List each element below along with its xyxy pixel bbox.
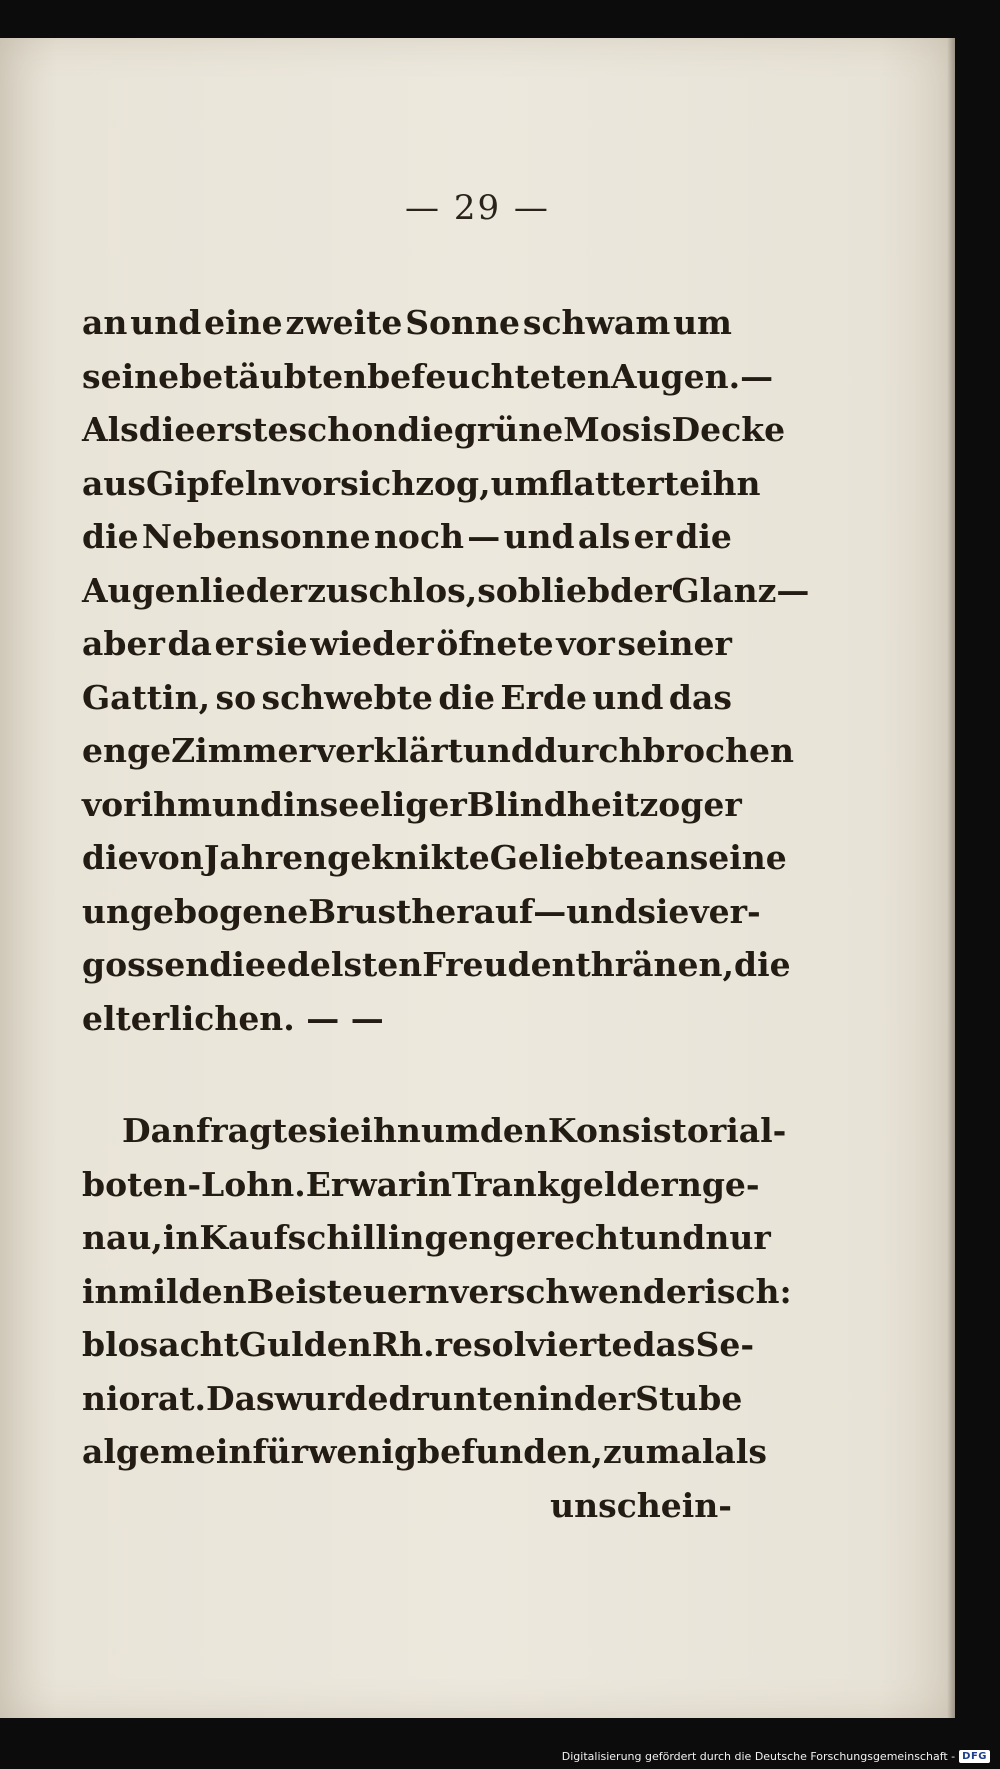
word: verklärt bbox=[315, 731, 463, 770]
word: Kaufschillingen bbox=[199, 1218, 493, 1257]
word: gerecht bbox=[492, 1218, 635, 1257]
word: Sonne bbox=[405, 303, 521, 342]
word: das bbox=[668, 677, 732, 717]
word: Augenlieder bbox=[82, 570, 308, 610]
word: wurde bbox=[274, 1378, 389, 1418]
word: an bbox=[644, 838, 690, 877]
word: und bbox=[462, 731, 534, 770]
word: das bbox=[632, 1325, 696, 1364]
word: Gipfeln bbox=[145, 463, 282, 503]
page-number: — 29 — bbox=[405, 188, 550, 228]
word: — bbox=[740, 356, 774, 396]
word: ver- bbox=[689, 891, 761, 931]
word: er bbox=[214, 624, 253, 663]
digitization-footer bbox=[562, 1750, 990, 1763]
word: und bbox=[592, 677, 664, 717]
word: aber bbox=[82, 624, 165, 663]
word: zuschlos, bbox=[307, 570, 478, 610]
word: Zimmer bbox=[171, 731, 316, 770]
word: öfnete bbox=[436, 624, 554, 663]
word: boten-Lohn. bbox=[82, 1164, 306, 1204]
word: milden bbox=[118, 1271, 247, 1311]
word: und bbox=[503, 517, 575, 556]
word: Beisteuern bbox=[246, 1271, 450, 1311]
word: Glanz bbox=[671, 570, 777, 610]
word: der bbox=[610, 570, 672, 610]
word: schwam bbox=[522, 303, 671, 342]
word: Erde bbox=[500, 677, 587, 717]
word: vor bbox=[556, 624, 615, 663]
text-line bbox=[82, 938, 791, 992]
text-line bbox=[82, 510, 732, 564]
word: als bbox=[577, 517, 631, 556]
word: ungebogene bbox=[82, 891, 309, 931]
word: algemein bbox=[82, 1432, 253, 1471]
text-line bbox=[82, 1318, 755, 1372]
page-edge-shadow bbox=[947, 38, 955, 1718]
word: noch bbox=[373, 517, 465, 556]
dfg-logo-icon: DFG bbox=[959, 1750, 990, 1763]
word: so bbox=[477, 570, 518, 610]
text-line bbox=[82, 1211, 771, 1265]
word: in bbox=[283, 784, 320, 824]
text-line bbox=[82, 724, 795, 778]
word: er bbox=[703, 784, 742, 824]
word: fragte bbox=[196, 1111, 309, 1150]
word: schon bbox=[288, 410, 398, 449]
word: nur bbox=[705, 1218, 771, 1257]
word: so bbox=[215, 677, 257, 717]
word: umflatterte bbox=[490, 463, 700, 503]
word: wenig bbox=[308, 1432, 418, 1471]
word: blos bbox=[82, 1325, 159, 1364]
word: die bbox=[438, 677, 495, 717]
word: und bbox=[634, 1218, 706, 1257]
word: vor bbox=[82, 784, 141, 824]
word: Nebensonne bbox=[141, 517, 371, 556]
word: in bbox=[162, 1218, 200, 1257]
word: sie bbox=[255, 624, 308, 663]
word: aus bbox=[82, 463, 146, 503]
word: die bbox=[138, 410, 196, 449]
text-line bbox=[82, 885, 761, 939]
word: Stube bbox=[635, 1378, 743, 1418]
word: Mosis bbox=[563, 410, 672, 449]
word: sie bbox=[308, 1111, 361, 1150]
word: — bbox=[533, 891, 567, 931]
word: nau, bbox=[82, 1218, 163, 1257]
paragraph-1 bbox=[82, 296, 810, 1045]
word: Dan bbox=[122, 1111, 196, 1150]
word: ge- bbox=[701, 1164, 760, 1204]
word: zumal bbox=[602, 1432, 715, 1471]
word: die bbox=[82, 838, 139, 877]
text-line bbox=[82, 403, 786, 457]
text-line bbox=[82, 1158, 760, 1212]
word: um bbox=[673, 303, 732, 342]
word: niorat. bbox=[82, 1378, 207, 1418]
word: seiner bbox=[617, 624, 732, 663]
word: den bbox=[479, 1111, 548, 1150]
word: für bbox=[252, 1432, 309, 1471]
paragraph-2 bbox=[82, 1104, 792, 1532]
word: seine bbox=[689, 838, 787, 877]
word: Freudenthränen, bbox=[422, 945, 735, 984]
text-line bbox=[82, 296, 732, 350]
word: Er bbox=[305, 1164, 349, 1204]
word: Als bbox=[82, 410, 139, 449]
word: ihn bbox=[360, 1111, 421, 1150]
word: enge bbox=[82, 731, 172, 770]
word: ihn bbox=[700, 463, 761, 503]
word: Geliebte bbox=[489, 838, 645, 877]
text-line bbox=[82, 564, 810, 618]
text-line bbox=[82, 1425, 767, 1479]
word: betäubten bbox=[179, 356, 368, 396]
word: war bbox=[348, 1164, 416, 1204]
word: die bbox=[397, 410, 454, 449]
word: herauf bbox=[411, 891, 534, 931]
word: Jahren bbox=[203, 838, 328, 877]
word: in bbox=[537, 1378, 574, 1418]
catchword: unschein- bbox=[550, 1485, 732, 1525]
word: edelsten bbox=[265, 945, 423, 984]
word: ihm bbox=[140, 784, 213, 824]
word: erste bbox=[195, 410, 289, 449]
word: schwebte bbox=[261, 677, 433, 717]
word: geknikte bbox=[327, 838, 490, 877]
word: an bbox=[82, 303, 128, 342]
word: — bbox=[467, 517, 501, 556]
word: als bbox=[714, 1432, 767, 1471]
word: befunden, bbox=[417, 1432, 603, 1471]
word: sie bbox=[637, 891, 690, 931]
word: Se- bbox=[695, 1325, 755, 1364]
text-line bbox=[82, 350, 774, 404]
word: acht bbox=[158, 1325, 239, 1364]
word: — bbox=[776, 570, 810, 610]
word: da bbox=[167, 624, 212, 663]
word: in bbox=[82, 1271, 119, 1311]
word: wieder bbox=[310, 624, 434, 663]
word: sich bbox=[340, 463, 416, 503]
word: Rh. bbox=[371, 1325, 435, 1364]
text-line bbox=[82, 1265, 792, 1319]
word: verschwenderisch: bbox=[449, 1271, 792, 1311]
text-line bbox=[82, 457, 761, 511]
word: um bbox=[420, 1111, 480, 1150]
word: Gulden bbox=[238, 1325, 372, 1364]
word: Augen. bbox=[610, 356, 741, 396]
word: Blindheit bbox=[466, 784, 640, 824]
word: befeuchteten bbox=[367, 356, 611, 396]
word: zog bbox=[639, 784, 704, 824]
word: vor bbox=[281, 463, 341, 503]
word: in bbox=[415, 1164, 452, 1204]
text-line bbox=[82, 831, 787, 885]
word: zweite bbox=[285, 303, 403, 342]
word: Trankgeldern bbox=[451, 1164, 702, 1204]
word: Decke bbox=[671, 410, 786, 449]
word: und bbox=[566, 891, 638, 931]
text-line-last: elterlichen. — — bbox=[82, 998, 384, 1038]
word: und bbox=[212, 784, 284, 824]
text-line bbox=[82, 1104, 787, 1158]
word: Konsistorial- bbox=[547, 1111, 787, 1150]
text-line bbox=[82, 671, 732, 725]
text-line bbox=[82, 778, 742, 832]
footer-credit: Digitalisierung gefördert durch die Deutsche Forschungsgemeinschaft - bbox=[561, 1750, 956, 1763]
text-line bbox=[82, 1372, 743, 1426]
word: die bbox=[675, 517, 732, 556]
word: die bbox=[82, 517, 139, 556]
word: Das bbox=[206, 1378, 275, 1418]
word: gossen bbox=[82, 945, 210, 984]
word: von bbox=[138, 838, 204, 877]
word: die bbox=[209, 945, 266, 984]
word: resolvierte bbox=[434, 1325, 633, 1364]
word: drunten bbox=[388, 1378, 538, 1418]
word: Brust bbox=[308, 891, 412, 931]
word: grüne bbox=[453, 410, 564, 449]
word: Gattin, bbox=[82, 677, 211, 717]
text-line bbox=[82, 617, 732, 671]
word: seine bbox=[82, 356, 180, 396]
word: blieb bbox=[517, 570, 611, 610]
word: durchbrochen bbox=[533, 731, 795, 770]
word: eine bbox=[204, 303, 283, 342]
word: seeliger bbox=[319, 784, 467, 824]
word: zog, bbox=[415, 463, 491, 503]
word: er bbox=[633, 517, 673, 556]
word: der bbox=[573, 1378, 636, 1418]
word: und bbox=[130, 303, 202, 342]
word: die bbox=[734, 945, 791, 984]
